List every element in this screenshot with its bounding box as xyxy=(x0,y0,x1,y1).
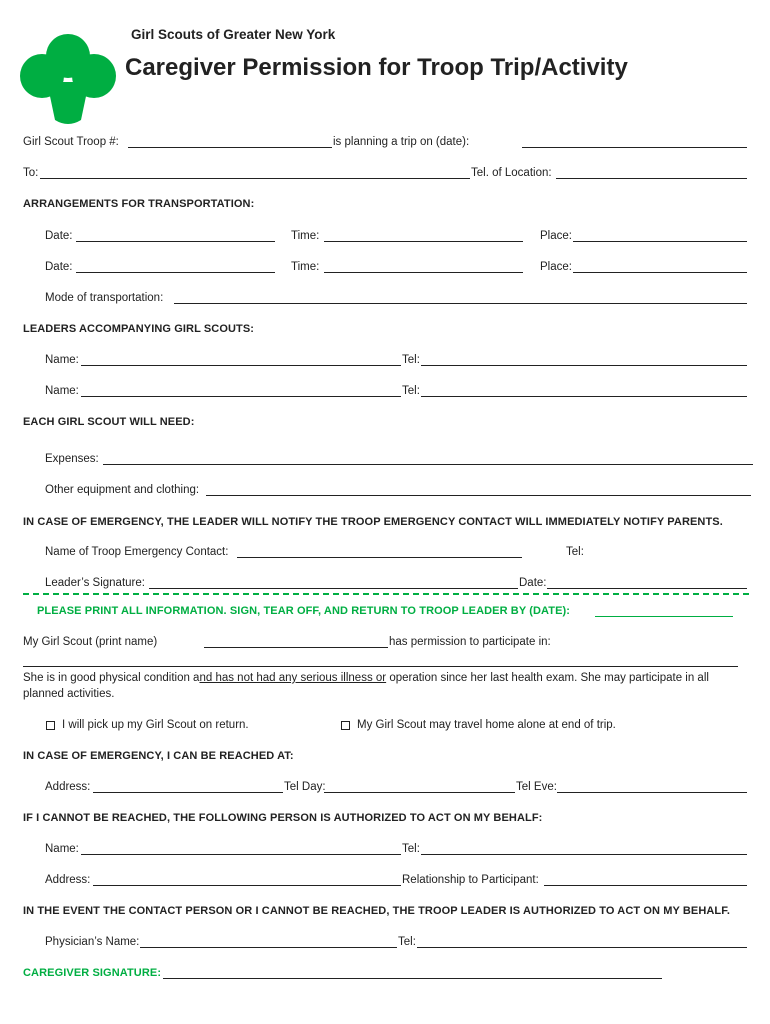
pickup-checkbox[interactable] xyxy=(46,721,55,730)
travel-alone-checkbox[interactable] xyxy=(341,721,350,730)
trip-date-field[interactable] xyxy=(522,147,747,148)
relationship-field[interactable] xyxy=(544,885,747,886)
physician-label: Physician’s Name: xyxy=(45,936,140,948)
equipment-label: Other equipment and clothing: xyxy=(45,484,200,496)
activity-field[interactable] xyxy=(23,666,738,667)
authorized-name-field[interactable] xyxy=(81,854,401,855)
time-label: Time: xyxy=(291,230,320,242)
return-date-field[interactable] xyxy=(595,616,733,617)
date-label: Date: xyxy=(45,230,73,242)
emergency-contact-label: Name of Troop Emergency Contact: xyxy=(45,546,229,558)
transport-place-field-1[interactable] xyxy=(573,241,747,242)
leaders-heading: LEADERS ACCOMPANYING GIRL SCOUTS: xyxy=(23,323,255,335)
caregiver-signature-label: CAREGIVER SIGNATURE: xyxy=(23,967,162,979)
emergency-tel-label: Tel: xyxy=(566,546,584,558)
transport-date-field-1[interactable] xyxy=(76,241,275,242)
troop-leader-heading: IN THE EVENT THE CONTACT PERSON OR I CANNOT BE REACHED, THE TROOP LEADER IS AUTHORIZED TO ACT ON MY BEHALF. xyxy=(23,905,730,917)
troop-number-field[interactable] xyxy=(128,147,332,148)
trefoil-logo xyxy=(19,32,117,124)
to-label: To: xyxy=(23,167,39,179)
mode-label: Mode of transportation: xyxy=(45,292,164,304)
leader-tel-label: Tel: xyxy=(402,354,420,366)
authorized-name-label: Name: xyxy=(45,843,79,855)
troop-label: Girl Scout Troop #: xyxy=(23,136,119,148)
reach-address-field[interactable] xyxy=(93,792,283,793)
physician-tel-field[interactable] xyxy=(417,947,747,948)
needs-heading: EACH GIRL SCOUT WILL NEED: xyxy=(23,416,195,428)
emergency-heading: IN CASE OF EMERGENCY, THE LEADER WILL NOTIFY THE TROOP EMERGENCY CONTACT WILL IMMEDIATELY NOTIFY PARENTS. xyxy=(23,516,723,528)
leader-tel-label: Tel: xyxy=(402,385,420,397)
leader-name-label: Name: xyxy=(45,385,79,397)
reach-heading: IN CASE OF EMERGENCY, I CAN BE REACHED AT: xyxy=(23,750,294,762)
tel-day-field[interactable] xyxy=(324,792,515,793)
authorized-heading: IF I CANNOT BE REACHED, THE FOLLOWING PERSON IS AUTHORIZED TO ACT ON MY BEHALF: xyxy=(23,812,543,824)
destination-field[interactable] xyxy=(40,178,470,179)
authorized-tel-field[interactable] xyxy=(421,854,747,855)
authorized-address-field[interactable] xyxy=(93,885,401,886)
page-title: Caregiver Permission for Troop Trip/Activity xyxy=(125,54,628,81)
tear-off-instruction: PLEASE PRINT ALL INFORMATION. SIGN, TEAR OFF, AND RETURN TO TROOP LEADER BY (DATE): xyxy=(37,605,571,617)
authorized-tel-label: Tel: xyxy=(402,843,420,855)
tel-eve-field[interactable] xyxy=(557,792,747,793)
pickup-option-label: I will pick up my Girl Scout on return. xyxy=(62,719,249,731)
tel-day-label: Tel Day: xyxy=(284,781,326,793)
travel-alone-option-label: My Girl Scout may travel home alone at end of trip. xyxy=(357,719,616,731)
reach-address-label: Address: xyxy=(45,781,91,793)
has-permission-label: has permission to participate in: xyxy=(389,636,551,648)
planning-date-label: is planning a trip on (date): xyxy=(333,136,470,148)
transport-heading: ARRANGEMENTS FOR TRANSPORTATION: xyxy=(23,198,255,210)
physician-name-field[interactable] xyxy=(140,947,397,948)
scout-name-field[interactable] xyxy=(204,647,388,648)
place-label: Place: xyxy=(540,261,572,273)
leader-name-label: Name: xyxy=(45,354,79,366)
expenses-label: Expenses: xyxy=(45,453,99,465)
transport-time-field-1[interactable] xyxy=(324,241,523,242)
health-statement: She is in good physical condition and has not had any serious illness or operation since her last health exam. She may participate in all planned activities. xyxy=(23,672,709,700)
tear-off-line xyxy=(23,593,749,595)
tel-location-label: Tel. of Location: xyxy=(471,167,552,179)
transport-place-field-2[interactable] xyxy=(573,272,747,273)
leader-signature-label: Leader’s Signature: xyxy=(45,577,145,589)
leader-name-field-2[interactable] xyxy=(81,396,401,397)
date-label: Date: xyxy=(45,261,73,273)
tel-eve-label: Tel Eve: xyxy=(516,781,557,793)
leader-date-field[interactable] xyxy=(547,588,747,589)
expenses-field[interactable] xyxy=(103,464,753,465)
emergency-contact-field[interactable] xyxy=(237,557,522,558)
leader-signature-field[interactable] xyxy=(149,588,518,589)
scout-name-label: My Girl Scout (print name) xyxy=(23,636,158,648)
place-label: Place: xyxy=(540,230,572,242)
leader-tel-field-1[interactable] xyxy=(421,365,747,366)
leader-name-field-1[interactable] xyxy=(81,365,401,366)
physician-tel-label: Tel: xyxy=(398,936,416,948)
relationship-label: Relationship to Participant: xyxy=(402,874,539,886)
transport-date-field-2[interactable] xyxy=(76,272,275,273)
mode-field[interactable] xyxy=(174,303,747,304)
tel-location-field[interactable] xyxy=(556,178,747,179)
authorized-address-label: Address: xyxy=(45,874,91,886)
leader-tel-field-2[interactable] xyxy=(421,396,747,397)
org-name: Girl Scouts of Greater New York xyxy=(131,27,336,42)
transport-time-field-2[interactable] xyxy=(324,272,523,273)
leader-date-label: Date: xyxy=(519,577,547,589)
time-label: Time: xyxy=(291,261,320,273)
equipment-field[interactable] xyxy=(206,495,751,496)
caregiver-signature-field[interactable] xyxy=(163,978,662,979)
